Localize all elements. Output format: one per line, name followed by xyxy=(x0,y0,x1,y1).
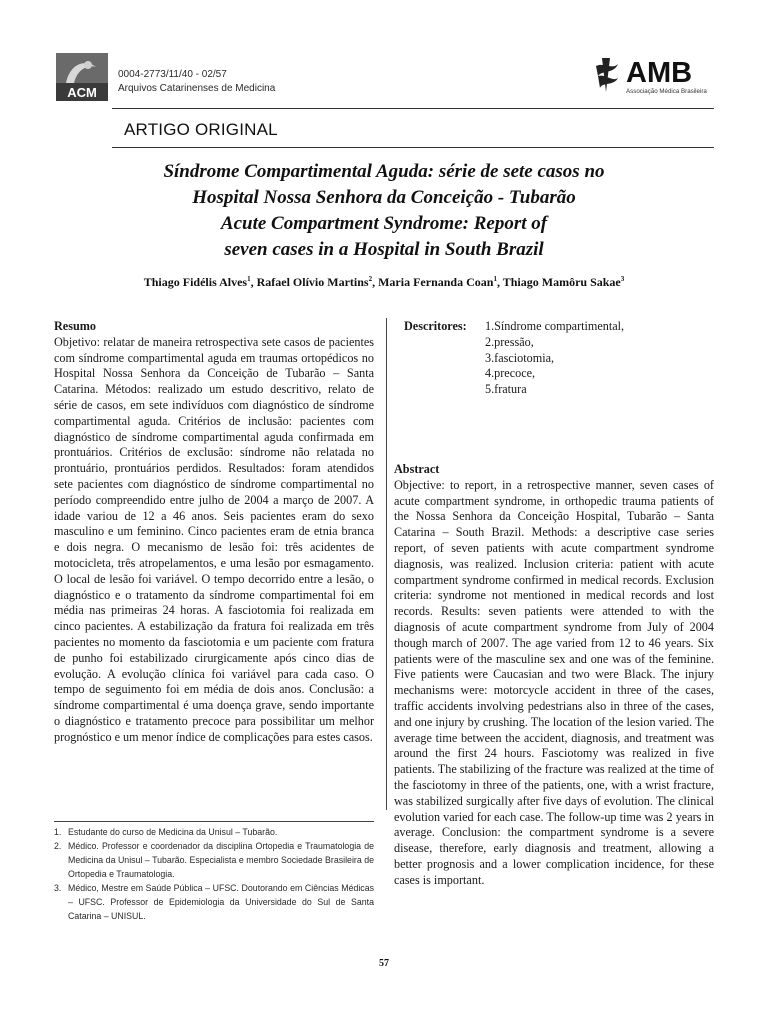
descritores-label: Descritores: xyxy=(404,319,467,333)
author-list xyxy=(40,275,728,290)
footnote xyxy=(54,839,374,881)
descritor-item: 2.pressão, xyxy=(485,334,534,349)
title-line: seven cases in a Hospital in South Brazil xyxy=(224,239,544,260)
acm-logo xyxy=(56,53,108,101)
resumo-heading: Resumo xyxy=(54,319,96,333)
footnote xyxy=(54,825,374,839)
footnote xyxy=(54,881,374,923)
page-number: 57 xyxy=(379,958,389,969)
author-separator: , xyxy=(250,275,257,289)
author-affiliation: 1 xyxy=(247,275,251,283)
section-label: ARTIGO ORIGINAL xyxy=(124,120,278,139)
author-name: Maria Fernanda Coan xyxy=(378,275,494,289)
article-title xyxy=(60,159,708,263)
section-divider xyxy=(112,147,714,148)
author-separator: , xyxy=(372,275,379,289)
amb-logo-text: AMB xyxy=(626,57,693,89)
title-line: Acute Compartment Syndrome: Report of xyxy=(220,213,548,234)
caduceus-icon xyxy=(602,58,610,92)
issn: 0004-2773/11/40 - 02/57 xyxy=(118,69,227,80)
descritores-section xyxy=(404,319,624,398)
footnote-divider xyxy=(54,821,374,822)
journal-name: Arquivos Catarinenses de Medicina xyxy=(118,83,276,94)
abstract-section xyxy=(394,462,714,889)
abstract-text: Objective: to report, in a retrospective manner, seven cases of acute compartment syndrome, in orthopedic trauma patients of the Nossa Senhora da Conceição Hospital, Tubarão – Santa Catarina – South Brazil. Methods: a descriptive case series report, of seven patients with acute compartment syndrome diagnosis, was realized. Inclusion criteria: patient with acute compartment syndrome confirmed in medical records. Exclusion criteria: syndrome not mentioned in medical records and lost records. Results: seven patients were attended to with the diagnosis of acute compartment syndrome from July of 2004 though march of 2007. The age varied from 12 to 46 years. Six patients were of the masculine sex and one was of the feminine. Five patients were Caucasian and two were Black. The injury mechanisms were: motorcycle accident in three of the cases, traffic accidents involving pedestrians also in three of the cases, and one injury by crushing. The location of the lesion varied. The average time between the accident, diagnosis, and treatment was around the first 24 hours. Fasciotomy was realized in five patients. The stabilizing of the fracture was realized at the time of the fasciotomy in three of the patients, one, with a wrist fracture, was stabilized surgically after five days of evolution. The clinical evolution varied for each case. The follow-up time was 2 years in average. Conclusion: the compartment syndrome is a severe disease, therefore, early diagnosis and treatment, allowing a better prognosis and a lower complication incidence, for these cases is important. xyxy=(394,477,714,887)
author-affiliation: 1 xyxy=(493,275,497,283)
footnote-number: 1. xyxy=(54,827,62,837)
abstract-heading: Abstract xyxy=(394,462,440,476)
author-affiliation: 3 xyxy=(620,275,625,283)
amb-subtitle: Associação Médica Brasileira xyxy=(626,88,707,95)
footnote-number: 3. xyxy=(54,883,62,893)
title-line: Hospital Nossa Senhora da Conceição - Tubarão xyxy=(192,187,576,208)
author-name: Thiago Fidélis Alves xyxy=(143,275,248,289)
resumo-section xyxy=(54,319,374,746)
footnote-text: Médico. Professor e coordenador da disciplina Ortopedia e Traumatologia de Medicina da Unisul – Tubarão. Especialista e membro Sociedade Brasileira de Ortopedia e Traumatologia. xyxy=(68,841,374,879)
amb-logo xyxy=(592,52,722,98)
footnotes xyxy=(54,825,374,923)
footnote-text: Estudante do curso de Medicina da Unisul – Tubarão. xyxy=(68,827,278,837)
author-name: Rafael Olívio Martins xyxy=(256,275,369,289)
acm-logo-text: ACM xyxy=(67,85,97,100)
header-divider xyxy=(112,108,714,109)
descritor-item: 3.fasciotomia, xyxy=(485,350,555,365)
column-divider xyxy=(386,318,387,810)
title-line: Síndrome Compartimental Aguda: série de sete casos no xyxy=(163,161,605,182)
descritor-item: 5.fratura xyxy=(485,382,527,397)
journal-meta xyxy=(118,68,275,96)
descritores-list xyxy=(485,319,624,398)
author-name: Thiago Mamôru Sakae xyxy=(502,275,621,289)
footnote-number: 2. xyxy=(54,841,62,851)
footnote-text: Médico, Mestre em Saúde Pública – UFSC. Doutorando em Ciências Médicas – UFSC. Professor de Epidemiologia da Universidade do Sul de Santa Catarina – UNISUL. xyxy=(68,883,374,921)
author-separator: , xyxy=(496,275,503,289)
resumo-text: Objetivo: relatar de maneira retrospectiva sete casos de pacientes com síndrome compartimental aguda em traumas ortopédicos no Hospital Nossa Senhora da Conceição de Tubarão – Santa Catarina. Métodos: realizado um estudo descritivo, relato de série de casos, em sete indivíduos com diagnóstico de síndrome compartimental aguda. Critérios de inclusão: pacientes com diagnóstico de síndrome compartimental aguda confirmada em prontuários. Critérios de exclusão: síndrome não relatada no prontuário, prontuários perdidos. Resultados: foram atendidos sete pacientes com diagnóstico de síndrome compartimental no período compreendido entre julho de 2004 a março de 2007. A idade variou de 12 a 46 anos. Seis pacientes eram do sexo masculino e um feminino. Cinco pacientes eram de etnia branca e dois negra. O mecanismo de lesão foi: três acidentes de motocicleta, três atropelamentos, e uma lesão por esmagamento. O local de lesão foi variável. O tempo decorrido entre a lesão, o diagnóstico e o tratamento da síndrome compartimental foi em média nas primeiras 24 horas. A fasciotomia foi realizada em cinco pacientes. A estabilização da fratura foi realizada em três pacientes no momento da fasciotomia e um paciente com fratura de punho foi estabilizado cirurgicamente após cinco dias de evolução. A evolução clínica foi variável para cada caso. O tempo de seguimento foi em média de dois anos. Conclusão: a síndrome compartimental é uma doença grave, sendo importante o diagnóstico e tratamento precoce para possibilitar um melhor prognóstico e um menor índice de complicações para estes casos. xyxy=(54,334,374,744)
descritor-item: 4.precoce, xyxy=(485,366,536,381)
author-affiliation: 2 xyxy=(368,275,373,283)
descritor-item: 1.Síndrome compartimental, xyxy=(485,319,625,333)
